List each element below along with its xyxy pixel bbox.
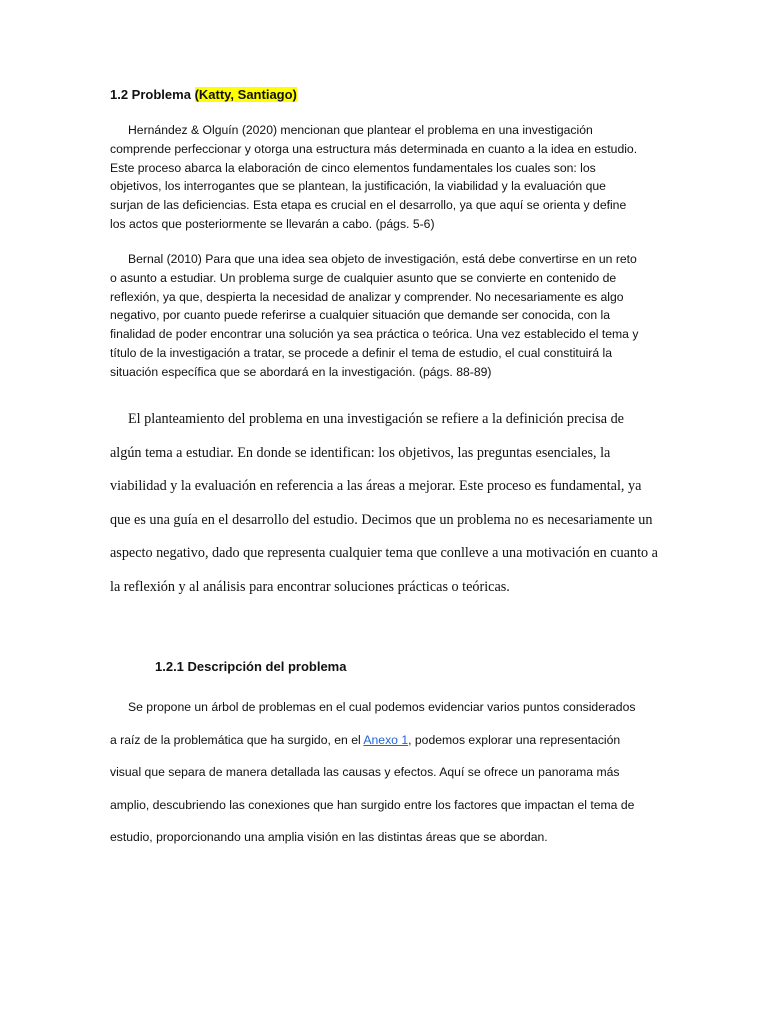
paragraph-descripcion bbox=[110, 691, 640, 854]
paragraph-hernandez-olguin: Hernández & Olguín (2020) mencionan que plantear el problema en una investigación comprende perfeccionar y otorga una estructura más determinada en cuanto a la idea en estudio. Este proceso abarca la elaboración de cinco elementos fundamentales los cuales son: los objetivos, los interrogantes que se plantean, la justificación, la viabilidad y la evaluación que surjan de las deficiencias. Esta etapa es crucial en el desarrollo, ya que aquí se orienta y define los actos que posteriormente se llevarán a cabo. (págs. 5-6) bbox=[110, 123, 638, 231]
subsection-heading: 1.2.1 Descripción del problema bbox=[155, 659, 347, 674]
paragraph-descripcion-text-after: , podemos explorar una representación visual que separa de manera detallada las causas y efectos. Aquí se ofrece un panorama más amplio, descubriendo las conexiones que han surgido entre los factores que impactan el tema de estudio, proporcionando una amplia visión en las distintas áreas que se abordan. bbox=[110, 732, 635, 845]
paragraph-bernal: Bernal (2010) Para que una idea sea objeto de investigación, está debe convertirse en un reto o asunto a estudiar. Un problema surge de cualquier asunto que se convierte en contenido de reflexión, ya que, despierta la necesidad de analizar y comprender. No necesariamente es algo negativo, por cuanto puede referirse a cualquier situación que demande ser conocida, con la finalidad de poder encontrar una solución ya sea práctica o teórica. Una vez establecido el tema y título de la investigación a tratar, se procede a definir el tema de estudio, el cual constituirá la situación específica que se abordará en la investigación. (págs. 88-89) bbox=[110, 252, 639, 379]
section-heading bbox=[110, 86, 297, 104]
anexo-1-link[interactable]: Anexo 1 bbox=[363, 732, 409, 747]
section-heading-title: 1.2 Problema bbox=[110, 87, 191, 102]
paragraph-descripcion-text-before: Se propone un árbol de problemas en el cual podemos evidenciar varios puntos considerados a raíz de la problemática que ha surgido, en el bbox=[110, 700, 636, 747]
authors-highlight: (Katty, Santiago) bbox=[194, 87, 297, 102]
paragraph-planteamiento: El planteamiento del problema en una investigación se refiere a la definición precisa de algún tema a estudiar. En donde se identifican: los objetivos, las preguntas esenciales, la viabilidad y la evaluación en referencia a las áreas a mejorar. Este proceso es fundamental, ya que es una guía en el desarrollo del estudio. Decimos que un problema no es necesariamente un aspecto negativo, dado que representa cualquier tema que conlleve a una motivación en cuanto a la reflexión y al análisis para encontrar soluciones prácticas o teóricas. bbox=[110, 411, 658, 595]
